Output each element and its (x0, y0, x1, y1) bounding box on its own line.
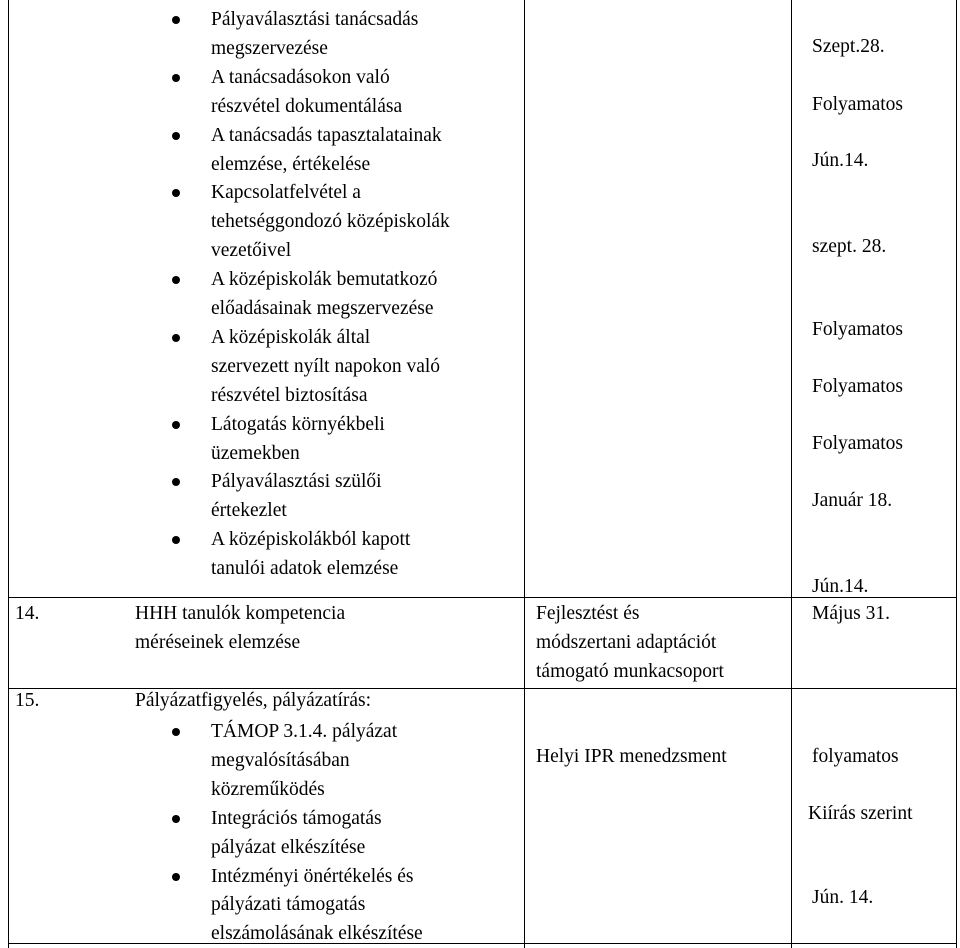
bullet-icon (172, 536, 180, 544)
bullet-item-text: közreműködés (211, 778, 325, 800)
item-title-text: méréseinek elemzése (135, 631, 301, 653)
bullet-item-text: A középiskolákból kapott (211, 529, 411, 551)
bullet-item-text: Látogatás környékbeli (211, 413, 385, 435)
bullet-item-text: elszámolásának elkészítése (211, 923, 423, 945)
bullet-item-text: részvétel dokumentálása (211, 95, 403, 117)
deadline-text: Jún. 14. (812, 887, 874, 908)
bullet-icon (172, 276, 180, 284)
column-divider-2 (791, 0, 792, 948)
table-border-right (956, 0, 957, 948)
bullet-item-text: szervezett nyílt napokon való (211, 355, 441, 377)
bullet-icon (172, 16, 180, 24)
item-title-text: HHH tanulók kompetencia (135, 603, 346, 624)
bullet-icon (172, 478, 180, 486)
item-title-text: Pályázatfigyelés, pályázatírás: (135, 690, 372, 711)
bullet-item-text: TÁMOP 3.1.4. pályázat (211, 721, 398, 742)
bullet-item-text: Integrációs támogatás (211, 807, 382, 829)
bullet-item-text: előadásainak megszervezése (211, 298, 434, 319)
table-border-bottom (8, 943, 957, 944)
table-border-left (8, 0, 9, 948)
bullet-item-text: Intézményi önértékelés és (211, 865, 414, 887)
bullet-icon (172, 815, 180, 823)
responsible-text: Fejlesztést és (536, 603, 640, 624)
deadline-text: Folyamatos (812, 376, 903, 397)
bullet-item-text: részvétel biztosítása (211, 384, 368, 406)
bullet-item-text: tehetséggondozó középiskolák (211, 211, 450, 233)
responsible-text: támogató munkacsoport (536, 661, 724, 682)
deadline-text: folyamatos (812, 746, 899, 767)
bullet-item-text: pályázati támogatás (211, 894, 366, 916)
deadline-text: szept. 28. (812, 236, 887, 257)
bullet-item-text: A tanácsadás tapasztalatainak (211, 124, 442, 146)
deadline-text: Január 18. (812, 490, 893, 511)
bullet-icon (172, 334, 180, 342)
bullet-item-text: A tanácsadásokon való (211, 66, 390, 88)
deadline-text: Folyamatos (812, 94, 903, 115)
bullet-item-text: elemzése, értékelése (211, 153, 371, 175)
bullet-item-text: vezetőivel (211, 240, 292, 262)
bullet-item-text: A középiskolák által (211, 326, 371, 348)
bullet-icon (172, 74, 180, 82)
bullet-item-text: értekezlet (211, 500, 287, 522)
deadline-text: Jún.14. (812, 150, 869, 171)
bullet-item-text: A középiskolák bemutatkozó (211, 269, 438, 291)
responsible-text: Helyi IPR menedzsment (536, 746, 727, 767)
bullet-icon (172, 132, 180, 140)
bullet-item-text: megvalósításában (211, 749, 350, 771)
bullet-icon (172, 189, 180, 197)
bullet-item-text: pályázat elkészítése (211, 836, 366, 858)
bullet-item-text: Kapcsolatfelvétel a (211, 182, 361, 204)
bullet-item-text: megszervezése (211, 37, 328, 59)
column-divider-1 (524, 0, 525, 948)
bullet-item-text: tanulói adatok elemzése (211, 558, 399, 580)
bullet-icon (172, 421, 180, 429)
bullet-item-text: Pályaválasztási tanácsadás (211, 9, 419, 30)
bullet-icon (172, 728, 180, 736)
bullet-icon (172, 873, 180, 881)
item-number: 15. (15, 690, 40, 711)
responsible-text: módszertani adaptációt (536, 632, 717, 653)
deadline-text: Május 31. (812, 603, 890, 624)
deadline-text: Folyamatos (812, 319, 903, 340)
item-number: 14. (15, 603, 40, 624)
deadline-text: Kiírás szerint (808, 803, 913, 824)
deadline-text: Folyamatos (812, 433, 903, 454)
deadline-text: Jún.14. (812, 576, 869, 597)
bullet-item-text: Pályaválasztási szülői (211, 471, 382, 493)
bullet-item-text: üzemekben (211, 442, 300, 464)
deadline-text: Szept.28. (812, 36, 885, 57)
